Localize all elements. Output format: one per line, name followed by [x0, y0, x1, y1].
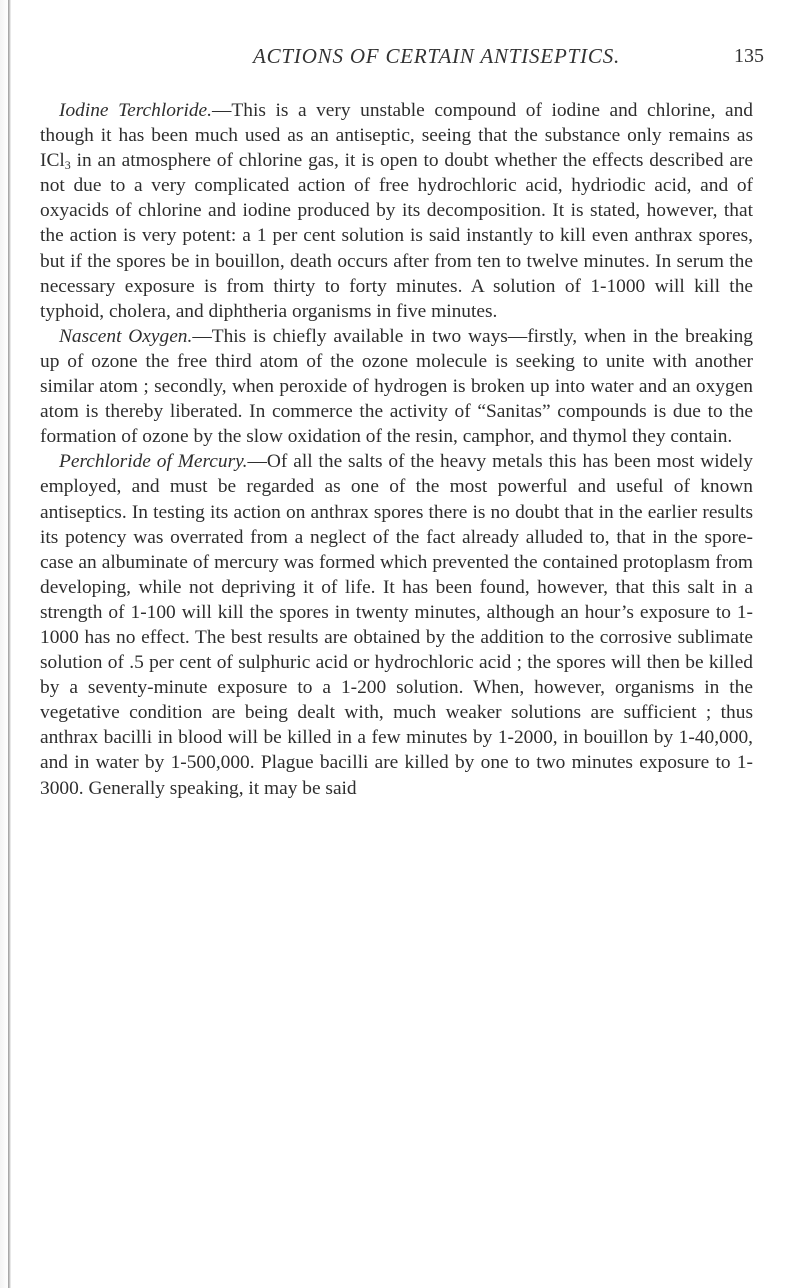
section-heading: Perchloride of Mercury. [59, 451, 248, 473]
page-header [40, 44, 764, 80]
section-heading: Nascent Oxygen. [59, 325, 193, 347]
binding-edge [8, 0, 11, 1288]
page-number: 135 [734, 45, 764, 67]
section-heading: Iodine Terchloride. [59, 100, 213, 121]
paragraph-text: —Of all the salts of the heavy metals this has been most widely employed, and must be regarded as one of the most powerful and useful of known antiseptics. In testing its action on anthrax spores there is no doubt that in the earlier results its potency was overrated from a neglect of the fact already alluded to, that in the spore-case an albuminate of mercury was formed which prevented the contained protoplasm from developing, while not depriving it of life. It has been found, however, that this salt in a strength of 1-100 will kill the spores in twenty minutes, although an hour’s exposure to 1-1000 has no effect. The best results are obtained by the addition to the corrosive sublimate solution of .5 per cent of sulphuric acid or hydrochloric acid ; the spores will then be killed by a seventy-minute exposure to a 1-200 solution. When, however, organisms in the vegetative condition are being dealt with, much weaker solutions are sufficient ; thus anthrax bacilli in blood will be killed in a few minutes by 1-2000, in bouillon by 1-40,000, and in water by 1-500,000. Plague bacilli are killed by one to two minutes exposure to 1-3000. Generally speaking, it may be said [40, 451, 753, 799]
paragraph-text: —This is a very unstable compound of iodine and chlorine, and though it has been much used as an antiseptic, seeing that the substance only remains as ICl [40, 100, 753, 172]
paragraph-iodine-terchloride [40, 98, 753, 324]
paragraph-text: —This is chiefly available in two ways—firstly, when in the breaking up of ozone the free third atom of the ozone molecule is seeking to unite with another similar atom ; secondly, when peroxide of hydrogen is broken up into water and an oxygen atom is thereby liberated. In commerce the activity of “Sanitas” compounds is due to the formation of ozone by the slow oxidation of the resin, camphor, and thymol they contain. [40, 325, 753, 448]
page-shadow [0, 0, 8, 1288]
paragraph-perchloride-of-mercury [40, 449, 753, 800]
running-head: ACTIONS OF CERTAIN ANTISEPTICS. [253, 44, 621, 68]
paragraph-text: in an atmosphere of chlorine gas, it is open to doubt whether the effects described are not due to a very complicated action of free hydrochloric acid, hydriodic acid, and of oxyacids of chlorine and iodine produced by its decomposition. It is stated, however, that the action is very potent: a 1 per cent solution is said instantly to kill even anthrax spores, but if the spores be in bouillon, death occurs after from ten to twelve minutes. In serum the necessary exposure is from thirty to forty minutes. A solution of 1-1000 will kill the typhoid, cholera, and diphtheria organisms in five minutes. [40, 150, 753, 322]
body-text [40, 98, 753, 801]
paragraph-nascent-oxygen [40, 324, 753, 449]
formula-subscript: 3 [64, 158, 71, 173]
